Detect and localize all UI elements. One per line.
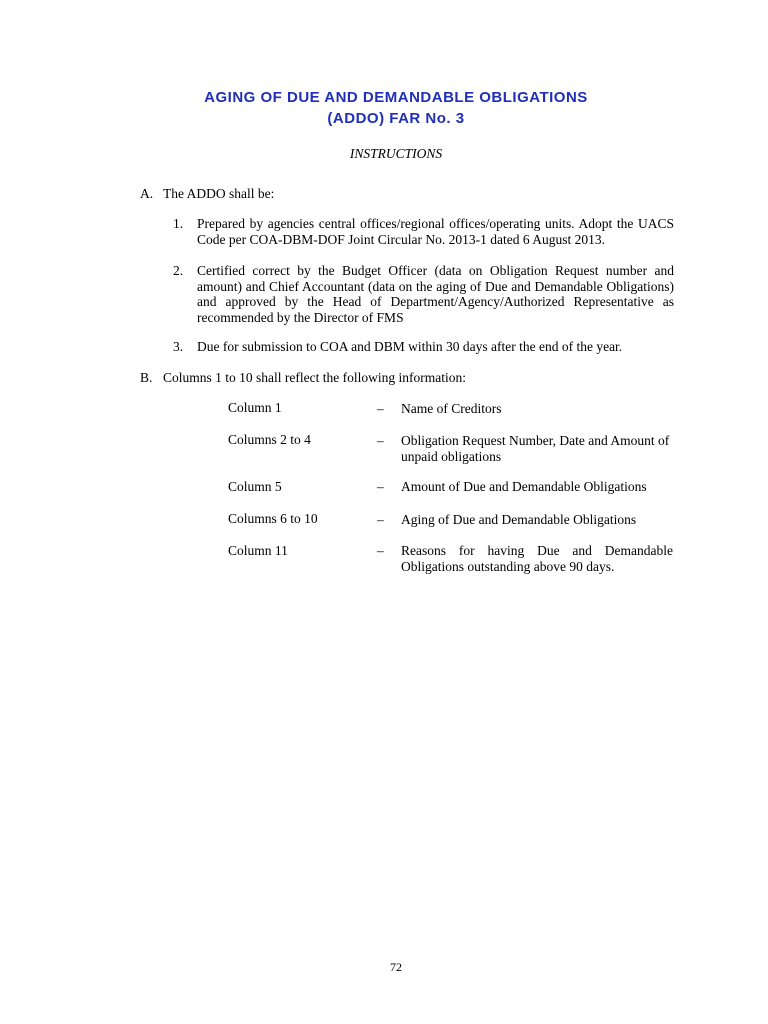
- section-a-item-2-text: Certified correct by the Budget Officer (data on Obligation Request number and amount) and Chief Accountant (data on the aging of Due and Demandable Obligations) and approved by the Head of Department/Agency/Authorized Representative as recommended by the Director of FMS: [197, 263, 674, 325]
- section-a-item-3-text: Due for submission to COA and DBM within 30 days after the end of the year.: [197, 339, 623, 354]
- column-row-4-dash: –: [377, 512, 384, 527]
- section-a-marker: A.: [140, 186, 154, 201]
- column-row-1-dash: –: [377, 401, 384, 416]
- section-a-item-1-number: 1.: [173, 216, 184, 231]
- column-row-1-description: Name of Creditors: [401, 401, 502, 416]
- column-row-4-label: Columns 6 to 10: [228, 511, 318, 526]
- column-row-5-dash: –: [377, 543, 384, 558]
- column-row-2-description: Obligation Request Number, Date and Amount of unpaid obligations: [401, 433, 670, 464]
- section-a-intro: The ADDO shall be:: [163, 186, 275, 201]
- column-row-2-label: Columns 2 to 4: [228, 432, 311, 447]
- document-title-line-2: (ADDO) FAR No. 3: [327, 110, 465, 127]
- section-a-item-2-number: 2.: [173, 263, 184, 278]
- section-b-intro: Columns 1 to 10 shall reflect the following information:: [163, 370, 466, 385]
- column-row-3-dash: –: [377, 479, 384, 494]
- section-a-item-1-text: Prepared by agencies central offices/regional offices/operating units. Adopt the UACS Code per COA-DBM-DOF Joint Circular No. 2013-1 dated 6 August 2013.: [197, 216, 674, 247]
- column-row-1-label: Column 1: [228, 400, 282, 415]
- column-row-5-label: Column 11: [228, 543, 288, 558]
- page-number: 72: [390, 960, 402, 974]
- section-b-marker: B.: [140, 370, 153, 385]
- column-row-5-description: Reasons for having Due and Demandable Obligations outstanding above 90 days.: [401, 543, 673, 574]
- column-row-3-description: Amount of Due and Demandable Obligations: [401, 479, 647, 494]
- column-row-3-label: Column 5: [228, 479, 282, 494]
- column-row-4-description: Aging of Due and Demandable Obligations: [401, 512, 637, 527]
- column-row-2-dash: –: [377, 433, 384, 448]
- section-a-item-3-number: 3.: [173, 339, 184, 354]
- document-title-line-1: AGING OF DUE AND DEMANDABLE OBLIGATIONS: [204, 89, 588, 106]
- instructions-heading: INSTRUCTIONS: [349, 146, 443, 161]
